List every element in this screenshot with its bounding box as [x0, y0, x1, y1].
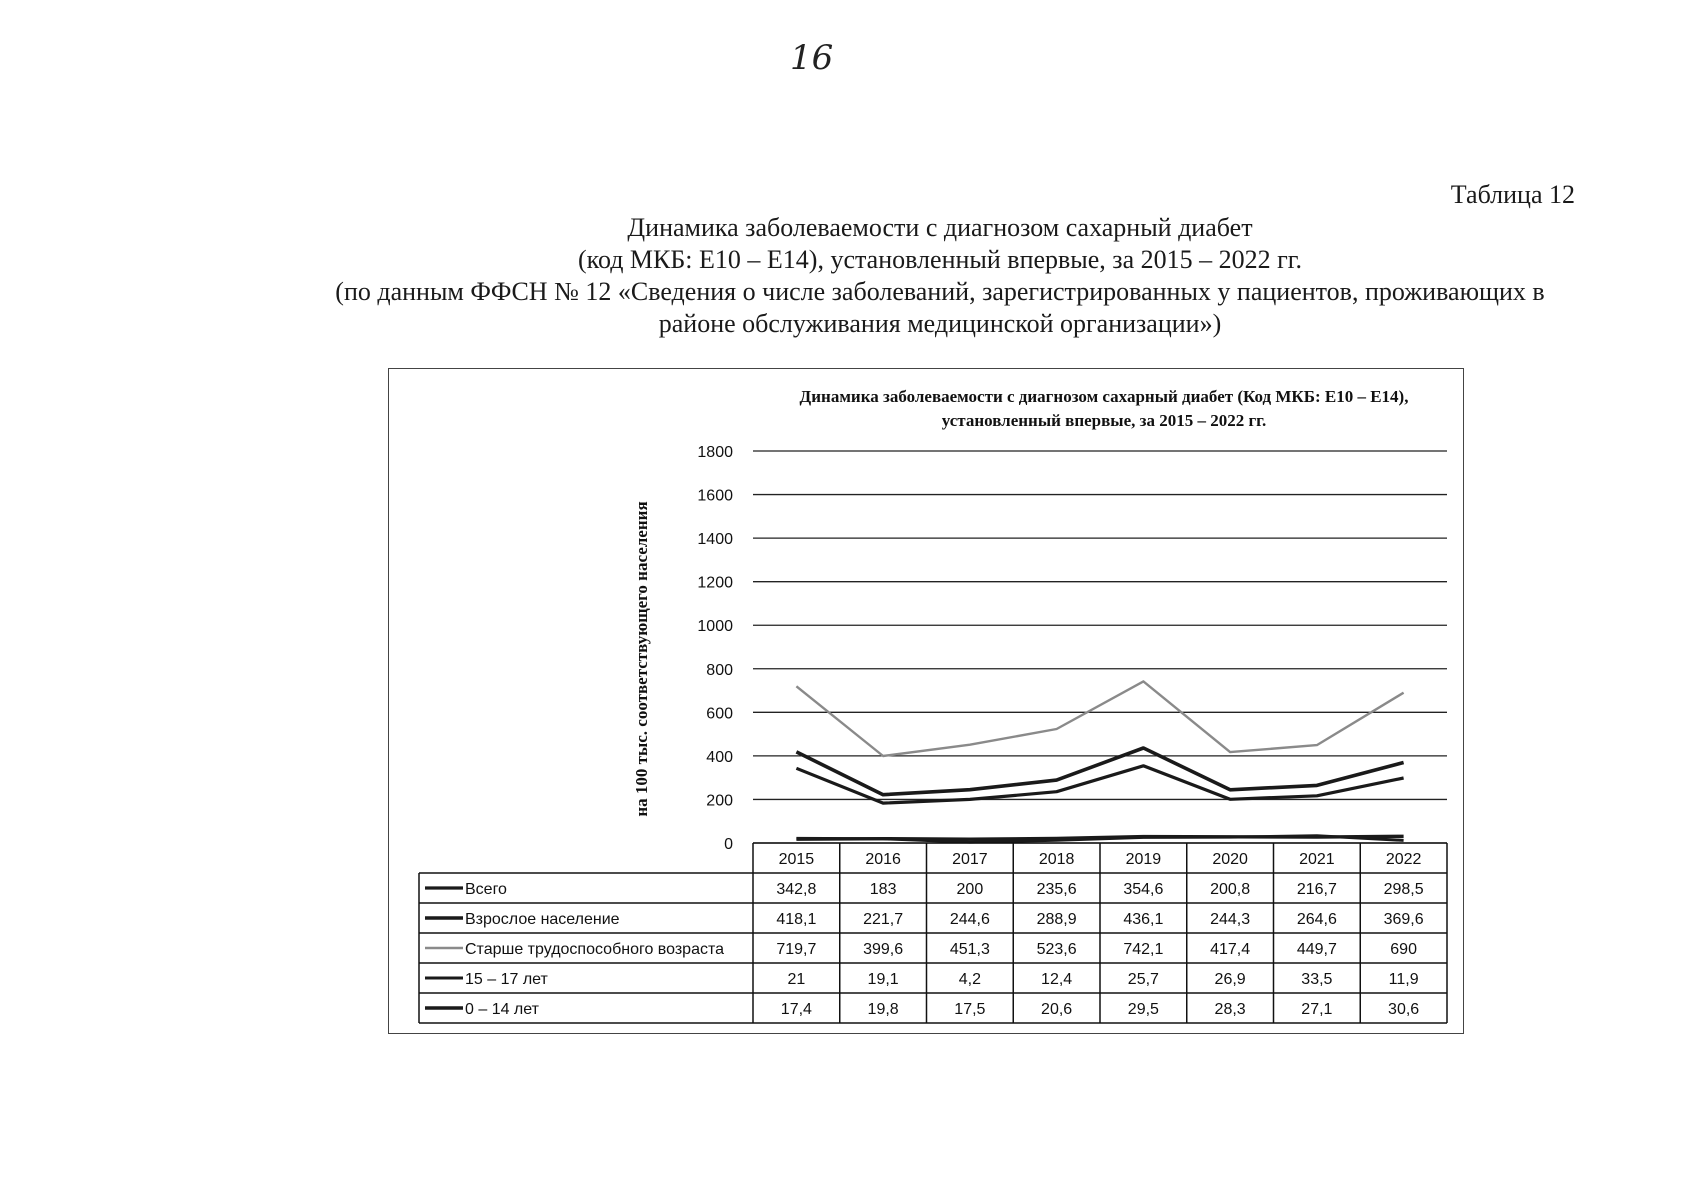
data-label: 25,7 [1127, 971, 1159, 988]
legend-label: 0 – 14 лет [465, 1001, 539, 1018]
data-label: 690 [1390, 941, 1417, 958]
data-label: 4,2 [958, 971, 981, 988]
y-axis-label: на 100 тыс. соответствующего населения [632, 501, 651, 817]
data-label: 235,6 [1036, 881, 1077, 898]
data-label: 12,4 [1041, 971, 1073, 988]
line-chart [389, 369, 1465, 1035]
data-label: 200 [956, 881, 984, 898]
data-label: 342,8 [776, 881, 817, 898]
data-label: 288,9 [1036, 911, 1077, 928]
y-tick-label: 0 [724, 836, 733, 853]
data-label: 216,7 [1296, 881, 1337, 898]
data-label: 11,9 [1388, 971, 1419, 988]
legend-label: Старше трудоспособного возраста [465, 941, 725, 958]
data-label: 28,3 [1214, 1001, 1246, 1018]
y-tick-label: 1800 [697, 444, 733, 461]
data-label: 244,3 [1210, 911, 1251, 928]
y-tick-label: 1000 [697, 618, 733, 636]
data-label: 449,7 [1296, 941, 1337, 958]
data-label: 417,4 [1210, 941, 1251, 958]
data-label: 17,5 [954, 1001, 986, 1018]
document-title-line-1: Динамика заболеваемости с диагнозом сахарный диабет [627, 213, 1253, 242]
document-title-line-4: районе обслуживания медицинской организации») [658, 309, 1222, 338]
data-label: 264,6 [1296, 911, 1337, 928]
data-label: 221,7 [863, 911, 904, 928]
x-tick-label: 2019 [1125, 851, 1162, 868]
data-label: 17,4 [780, 1001, 812, 1018]
data-label: 19,1 [867, 971, 899, 988]
x-tick-label: 2021 [1299, 851, 1335, 868]
x-tick-label: 2022 [1385, 851, 1422, 868]
data-label: 26,9 [1214, 971, 1246, 988]
legend-label: Взрослое население [465, 911, 620, 928]
document-title-line-3: (по данным ФФСН № 12 «Сведения о числе заболеваний, зарегистрированных у пациентов, проживающих в [335, 277, 1545, 306]
data-label: 719,7 [776, 941, 817, 958]
data-label: 29,5 [1127, 1001, 1159, 1018]
data-label: 30,6 [1388, 1001, 1420, 1018]
data-label: 354,6 [1123, 881, 1164, 898]
data-label: 399,6 [863, 941, 904, 958]
x-tick-label: 2017 [952, 851, 988, 868]
data-label: 183 [869, 881, 897, 898]
data-label: 21 [787, 971, 806, 988]
x-tick-label: 2016 [865, 851, 901, 868]
y-tick-label: 200 [706, 792, 733, 810]
data-label: 418,1 [776, 911, 817, 928]
y-tick-label: 400 [706, 748, 733, 766]
y-tick-label: 600 [706, 705, 733, 723]
table-label: Таблица 12 [1450, 180, 1575, 209]
y-tick-label: 1400 [697, 531, 733, 549]
data-label: 33,5 [1301, 971, 1333, 988]
page-number: 16 [790, 38, 834, 78]
y-tick-label: 1200 [697, 574, 733, 592]
document-title-line-2: (код МКБ: Е10 – Е14), установленный впервые, за 2015 – 2022 гг. [577, 245, 1303, 274]
document-title [280, 212, 1600, 340]
y-tick-label: 800 [706, 661, 733, 679]
data-label: 436,1 [1123, 911, 1164, 928]
data-label: 451,3 [949, 941, 990, 958]
y-tick-label: 1600 [697, 487, 733, 505]
legend-label: Всего [465, 881, 507, 898]
legend-label: 15 – 17 лет [465, 971, 548, 988]
data-label: 20,6 [1041, 1001, 1073, 1018]
x-tick-label: 2015 [778, 851, 815, 868]
data-label: 369,6 [1383, 911, 1424, 928]
data-label: 27,1 [1301, 1001, 1333, 1018]
data-label: 19,8 [867, 1001, 899, 1018]
data-label: 200,8 [1210, 881, 1251, 898]
x-tick-label: 2020 [1212, 851, 1248, 868]
chart-frame [388, 368, 1464, 1034]
data-label: 244,6 [949, 911, 990, 928]
data-label: 742,1 [1123, 941, 1164, 958]
data-label: 523,6 [1036, 941, 1077, 958]
x-tick-label: 2018 [1038, 851, 1075, 868]
data-label: 298,5 [1383, 881, 1424, 898]
chart-title-line-1: Динамика заболеваемости с диагнозом сахарный диабет (Код МКБ: Е10 – Е14), [799, 387, 1409, 406]
series-line-5 [796, 836, 1403, 839]
chart-title-line-2: установленный впервые, за 2015 – 2022 гг. [941, 411, 1267, 430]
series-line-3 [796, 681, 1403, 756]
